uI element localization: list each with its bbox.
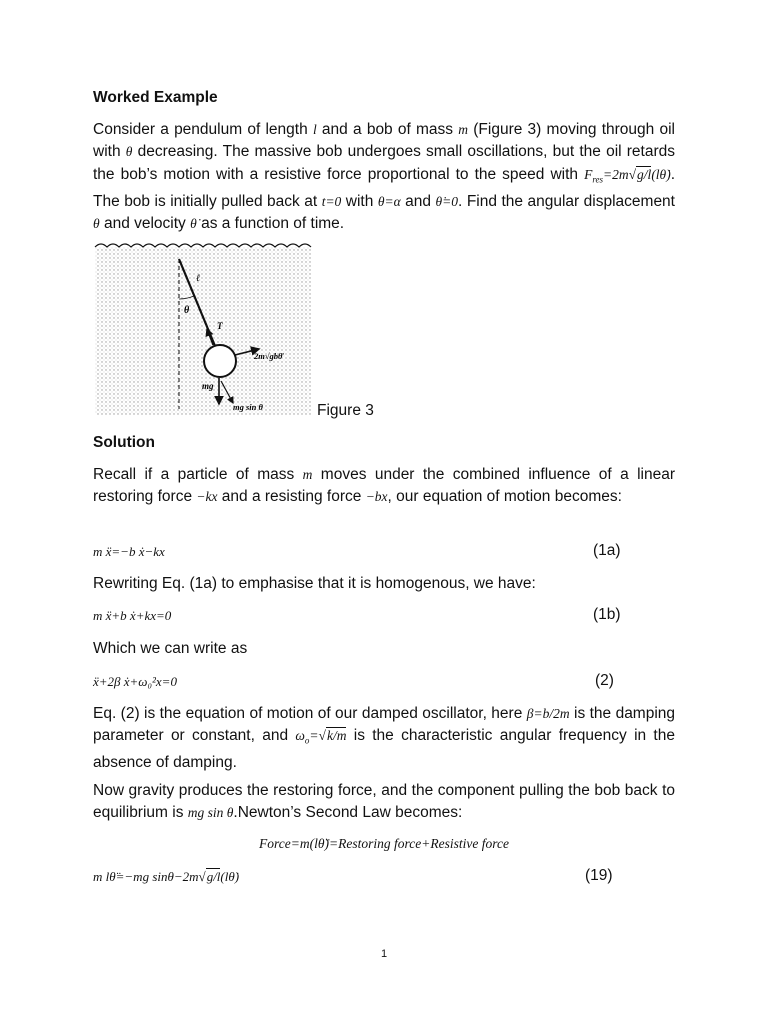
pendulum-figure [93, 241, 313, 416]
intro-text: . The bob is initially pulled back at [93, 165, 675, 210]
force-equation: Force=m(lθ̈)=Restoring force+Resistive force [259, 836, 509, 851]
gravity-text: Now gravity produces the restoring force, and the component pulling the bob back to equilibrium is [93, 782, 675, 822]
figure-caption: Figure 3 [317, 402, 374, 419]
heading-solution: Solution [93, 434, 155, 451]
label-theta: θ [184, 305, 190, 316]
which-paragraph: Which we can write as [93, 640, 248, 657]
equation-1b-lhs: m ẍ+b ẋ+kx=0 [93, 608, 172, 623]
math-beta: β=b/2m [526, 706, 570, 721]
recall-text: and a resisting force [221, 488, 362, 506]
equation-1a-number: (1a) [593, 542, 621, 559]
recall-paragraph [93, 464, 675, 509]
equation-19-lhs: m lθ̈=−mg sinθ−2m√g/l(lθ̇) [93, 869, 240, 884]
math-theta: θ [125, 144, 133, 160]
equation-1a-lhs: m ẍ=−b ẋ−kx [93, 544, 165, 559]
intro-text: with [345, 192, 374, 210]
label-mg: mg [202, 381, 214, 391]
label-tension: T [217, 321, 223, 331]
math-bx: −bx [365, 489, 388, 505]
equation-2-lhs: ẍ+2β ẋ+ω₀²x=0 [93, 674, 177, 689]
math-l: l [312, 122, 317, 137]
equation-19 [93, 867, 675, 889]
equation-1a [93, 542, 675, 564]
intro-text: and velocity [103, 214, 186, 232]
math-m: m [302, 467, 313, 482]
pendulum-diagram-icon [93, 241, 313, 416]
intro-text: . Find the angular displacement [458, 192, 675, 210]
math-thetadot0: θ̇=0 [435, 193, 459, 209]
heading-worked-example: Worked Example [93, 89, 218, 106]
intro-text: decreasing. The massive bob undergoes small oscillations, but the oil retards the bob’s motion with a resistive force proportional to the speed with [93, 143, 676, 183]
rewrite-paragraph: Rewriting Eq. (1a) to emphasise that it is homogenous, we have: [93, 575, 536, 592]
recall-text: Recall if a particle of mass [93, 466, 295, 483]
label-length: ℓ [196, 273, 201, 284]
math-theta: θ [93, 215, 100, 231]
label-drag: 2m√gbθ̇ [254, 351, 283, 361]
recall-text: , our equation of motion becomes: [387, 488, 622, 506]
recall-text: moves under the combined influence of a linear restoring force [93, 466, 676, 506]
math-kx: −kx [196, 489, 218, 505]
gravity-paragraph [93, 780, 675, 825]
damped-oscillator-paragraph [93, 703, 675, 775]
intro-paragraph [93, 119, 675, 235]
math-m: m [458, 122, 469, 137]
equation-2-number: (2) [595, 672, 614, 689]
equation-2 [93, 672, 675, 694]
equation-1b [93, 606, 675, 628]
intro-text: and [405, 192, 432, 210]
label-mgsin: mg sin θ [233, 402, 263, 412]
math-fres: $F_{res}=2m√g/l(l\thetȧ)$ [584, 166, 671, 185]
equation-1b-number: (1b) [593, 606, 621, 623]
equation-19-number: (19) [585, 867, 613, 884]
eq2-text: is the characteristic angular frequency in the absence of damping. [93, 727, 675, 772]
intro-text: (Figure 3) moving through oil with [93, 121, 676, 161]
eq2-text: Eq. (2) is the equation of motion of our damped oscillator, here [93, 705, 523, 722]
intro-text: and a bob of mass [321, 121, 454, 138]
intro-text: as a function of time. [201, 214, 345, 232]
eq2-text: is the damping parameter or constant, and [93, 705, 676, 745]
gravity-text: .Newton’s Second Law becomes: [233, 804, 463, 822]
intro-text: Consider a pendulum of length [93, 121, 308, 138]
math-t0: t=0 [321, 193, 342, 209]
math-mgsin: mg sin θ [187, 805, 234, 821]
math-theta-alpha: θ=α [377, 193, 401, 209]
page-number: 1 [380, 948, 388, 960]
math-omega: $\omega_o=√k/m$ [295, 728, 347, 746]
math-thetadot: θ̇ [190, 215, 197, 231]
